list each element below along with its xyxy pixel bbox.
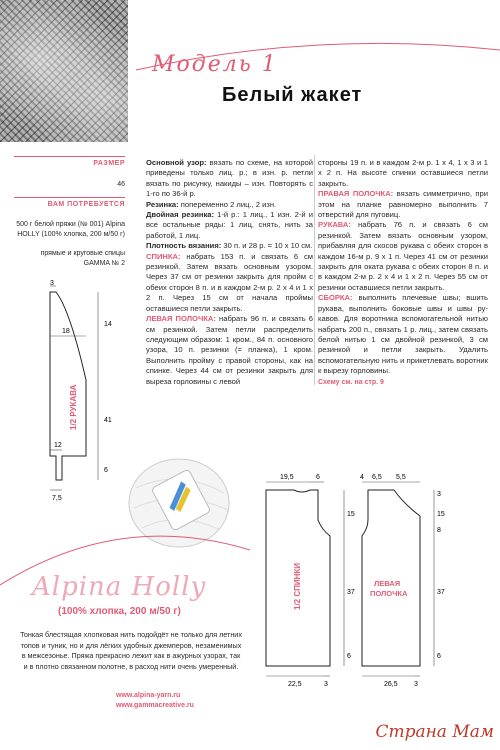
front-dim-side: 3 — [414, 681, 418, 688]
column-divider — [314, 155, 315, 385]
rib-term: Резинка: — [146, 199, 179, 209]
model-label: Модель 1 — [152, 52, 278, 77]
sleeve-label: 1/2 РУКАВА — [69, 384, 78, 430]
back-text: набрать 153 п. и связать 6 см резинкой. Затем вязать основным узором. Через 37 см от резинки закрыть для пройм с обеих сторон 8 п. и в каждом 2-м р. 2 х 4 и 1 х 2 п. Через 15 см от начала проймы оставшиеся петли закрыть. — [146, 251, 313, 313]
front-dim-t4: 4 — [360, 474, 364, 481]
sleeve-dim-rib: 6 — [104, 467, 108, 474]
yarn-description: Тонкая блестящая хлопковая нить подойдёт не только для летних топов и туник, но и для лёгких удобных джемперов, незаменимых в межсезонье. Пряжа прекрасно лежит как в ажурных узорах, так и в плотно связанном полотне, в расход нити очень умеренный. — [20, 630, 242, 671]
front-dim-t55: 5,5 — [396, 474, 406, 481]
size-header: РАЗМЕР — [93, 160, 125, 167]
sleeve-dim-cap: 14 — [104, 321, 112, 328]
front-label: ЛЕВАЯ — [374, 579, 401, 588]
front-label: ПОЛОЧКА — [370, 589, 408, 598]
site-link-gamma[interactable]: www.gammacreative.ru — [116, 702, 194, 709]
front-dim-h8: 8 — [437, 527, 441, 534]
double-rib-term: Двойная резинка: — [146, 210, 215, 220]
size-value: 46 — [117, 181, 125, 188]
site-link-alpina[interactable]: www.alpina-yarn.ru — [116, 692, 181, 699]
back-heading: СПИНКА: — [146, 251, 181, 261]
sleeves-heading: РУКАВА: — [318, 220, 351, 230]
front-dim-length: 37 — [437, 589, 445, 596]
rib-text: попеременно 2 лиц., 2 изн. — [178, 199, 277, 209]
gauge-term: Плотность вязания: — [146, 241, 222, 251]
back-dim-armhole: 15 — [347, 511, 355, 518]
double-rib-text: 1-й р.: 1 лиц., 1 изн. 2-й и все остальные ряды: 1 лиц. снять, нить за работой, 1 лиц. — [146, 210, 313, 240]
back-dim-neck: 6 — [316, 474, 320, 481]
sleeve-diagram — [10, 280, 135, 505]
pattern-diagrams — [244, 470, 480, 695]
needles-line: прямые и круговые спицы — [40, 250, 125, 257]
left-front-text: набрать 96 п. и связать 6 см резинкой. Затем петли распределить следующим образом: 1 кром., 84 п. основного узора, 10 п. резинки (= планка), 1 кром. Выполнить пройму с правой стороны, как на спинке. Через 44 см от резинки закрыть для выреза горловины с левой — [146, 314, 313, 386]
back-label: 1/2 СПИНКИ — [293, 562, 302, 610]
right-front-heading: ПРАВАЯ ПОЛОЧКА: — [318, 189, 394, 199]
back-dim-rib: 6 — [347, 653, 351, 660]
assembly-text: выполнить плечевые швы; вшить рукава, выполнить боковые швы и швы рукавов. Для воротника вспомогательной нитью набрать 200 п., связать 1 р. лиц., затем связать белой нитью 1 см двойной резинкой, 3 см резинкой и петли закрыть. Удалить вспомогательную нить и прикетлевать воротник к вырезу горловины. — [318, 293, 488, 376]
pattern-text: вязать по схеме, на которой приведены только лиц. р.; в изн. р. петли вязать по рисунку, накиды – изн. Повторять с 1-го по 36-й р. — [146, 158, 314, 199]
yarn-line: 500 г белой пряжи (№ 001) Alpina — [16, 221, 125, 228]
scheme-reference: Схему см. на стр. 9 — [318, 378, 384, 386]
front-dim-h15: 15 — [437, 511, 445, 518]
yarn-line: HOLLY (100% хлопка, 200 м/50 г) — [17, 231, 125, 238]
left-front-cont: стороны 19 п. и в каждом 2-м р. 1 х 4, 1 х 3 и 1 х 2 п. На высоте спинки оставшиеся петли закрыть. — [318, 158, 488, 188]
needs-header: ВАМ ПОТРЕБУЕТСЯ — [47, 201, 125, 208]
pattern-term: Основной узор: — [146, 158, 207, 167]
gauge-text: 30 п. и 28 р. = 10 х 10 см. — [221, 241, 313, 251]
back-dim-bottom: 22,5 — [288, 681, 302, 688]
front-dim-rib: 6 — [437, 653, 441, 660]
sleeve-dim-length: 41 — [104, 417, 112, 424]
needles-line: GAMMA № 2 — [83, 260, 125, 267]
yarn-brand-script: Alpina Holly — [32, 572, 207, 602]
back-dim-top: 19,5 — [280, 474, 294, 481]
instructions-column-1 — [146, 158, 313, 387]
sleeves-text: набрать 76 п. и связать 6 см резинкой. Затем вязать основным узором, прибавляя для скосов рукава с обеих сторон в каждом 16-м р. 9 х 1 п. Через 41 см от резинки закрыть для оката рукава с обеих сторон 8 п. и в каждом 2-м р. 2 х 4 и 1 х 2 п. Через 55 см от резинки оставшиеся петли закрыть. — [318, 220, 488, 292]
yarn-composition: (100% хлопка, 200 м/50 г) — [58, 606, 181, 617]
left-front-heading: ЛЕВАЯ ПОЛОЧКА: — [146, 314, 216, 324]
watermark-logo: Страна Мам — [375, 722, 494, 742]
sleeve-dim-width: 18 — [62, 328, 70, 335]
back-dim-length: 37 — [347, 589, 355, 596]
assembly-heading: СБОРКА: — [318, 293, 353, 303]
page-title: Белый жакет — [222, 84, 363, 106]
instructions-column-2 — [318, 158, 488, 388]
divider — [14, 156, 125, 157]
sleeve-dim-bottom: 7,5 — [52, 495, 62, 502]
sleeve-dim-cuff: 12 — [54, 442, 62, 449]
front-dim-bottom: 26,5 — [384, 681, 398, 688]
back-dim-side: 3 — [324, 681, 328, 688]
lace-photo — [0, 0, 128, 142]
right-front-text: вязать симметрично, при этом на планке равномерно выполнить 7 отверстий для пуговиц. — [318, 189, 488, 220]
sleeve-dim-top: 3 — [50, 280, 54, 287]
front-dim-h3: 3 — [437, 491, 441, 498]
front-dim-t65: 6,5 — [372, 474, 382, 481]
divider — [14, 197, 125, 198]
